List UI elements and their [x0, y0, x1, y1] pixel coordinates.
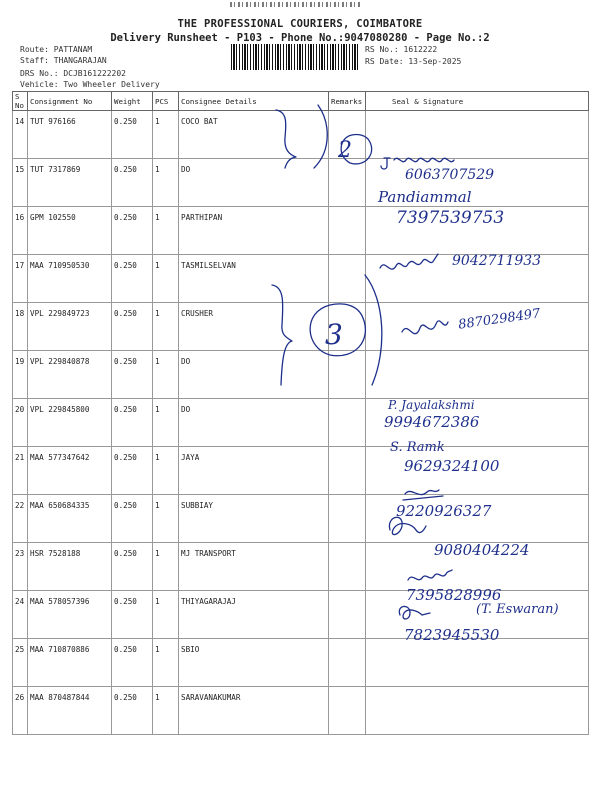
cell-weight: 0.250 [112, 447, 153, 495]
cell-consignee: DO [179, 159, 329, 207]
cell-pcs: 1 [153, 159, 179, 207]
cell-weight: 0.250 [112, 639, 153, 687]
table-row [13, 111, 589, 159]
cell-weight: 0.250 [112, 399, 153, 447]
sig25-phone: 7395828996 [406, 586, 502, 604]
cell-remarks [329, 591, 366, 639]
cell-consignment: VPL 229849723 [28, 303, 112, 351]
col-consignee-header: Consignee Details [179, 92, 329, 111]
cell-weight: 0.250 [112, 159, 153, 207]
route-label: Route: PATTANAM [20, 45, 93, 54]
cell-consignment: MAA 710950530 [28, 255, 112, 303]
rs-number: RS No.: 1612222 [365, 45, 438, 54]
cell-consignment: TUT 7317869 [28, 159, 112, 207]
company-title: THE PROFESSIONAL COURIERS, COIMBATORE [177, 18, 423, 30]
table-row [13, 639, 589, 687]
cell-consignment: VPL 229840878 [28, 351, 112, 399]
table-row [13, 159, 589, 207]
cell-consignee: SUBBIAY [179, 495, 329, 543]
cell-consignee: TASMILSELVAN [179, 255, 329, 303]
cell-pcs: 1 [153, 543, 179, 591]
cell-seal-signature [366, 111, 589, 159]
cell-consignment: GPM 102550 [28, 207, 112, 255]
cell-sno: 14 [13, 111, 28, 159]
cell-consignment: TUT 976166 [28, 111, 112, 159]
table-row [13, 447, 589, 495]
cell-consignment: VPL 229845800 [28, 399, 112, 447]
cell-weight: 0.250 [112, 591, 153, 639]
cell-pcs: 1 [153, 447, 179, 495]
rs-date: RS Date: 13-Sep-2025 [365, 57, 462, 66]
cell-sno: 26 [13, 687, 28, 735]
cell-seal-signature [366, 351, 589, 399]
cell-weight: 0.250 [112, 255, 153, 303]
cell-weight: 0.250 [112, 303, 153, 351]
cell-remarks [329, 447, 366, 495]
sig16-phone: 7397539753 [396, 208, 505, 228]
sig22-name: S. Ramk [390, 440, 445, 455]
cell-pcs: 1 [153, 303, 179, 351]
cell-remarks [329, 399, 366, 447]
cell-consignee: SARAVANAKUMAR [179, 687, 329, 735]
cell-sno: 15 [13, 159, 28, 207]
table-row [13, 687, 589, 735]
cell-consignment: HSR 7528188 [28, 543, 112, 591]
sig18-phone: 9042711933 [452, 253, 542, 269]
cell-sno: 16 [13, 207, 28, 255]
col-sno-header: S No [13, 92, 28, 111]
cell-weight: 0.250 [112, 351, 153, 399]
cell-sno: 24 [13, 591, 28, 639]
cell-consignment: MAA 577347642 [28, 447, 112, 495]
sig24-phone: 9080404224 [434, 541, 530, 559]
runsheet-title: Delivery Runsheet - P103 - Phone No.:9047080280 - Page No.:2 [110, 32, 490, 44]
cell-consignment: MAA 710870886 [28, 639, 112, 687]
cell-consignee: COCO BAT [179, 111, 329, 159]
table-row [13, 351, 589, 399]
col-consignment-header: Consignment No [28, 92, 112, 111]
cell-remarks [329, 159, 366, 207]
cell-weight: 0.250 [112, 207, 153, 255]
cell-consignee: DO [179, 351, 329, 399]
cell-sno: 21 [13, 447, 28, 495]
cell-consignment: MAA 578057396 [28, 591, 112, 639]
cell-sno: 19 [13, 351, 28, 399]
cell-sno: 22 [13, 495, 28, 543]
cell-weight: 0.250 [112, 687, 153, 735]
cell-pcs: 1 [153, 111, 179, 159]
col-pcs-header: PCS [153, 92, 179, 111]
barcode-icon [231, 44, 359, 70]
barcode-top-strip [230, 2, 362, 7]
cell-pcs: 1 [153, 687, 179, 735]
cell-pcs: 1 [153, 495, 179, 543]
sig22-phone: 9629324100 [404, 457, 500, 475]
cell-consignment: MAA 650684335 [28, 495, 112, 543]
cell-pcs: 1 [153, 399, 179, 447]
cell-weight: 0.250 [112, 111, 153, 159]
drs-number: DRS No.: DCJB161222202 [20, 69, 126, 78]
cell-consignee: DO [179, 399, 329, 447]
cell-pcs: 1 [153, 351, 179, 399]
runsheet-table [12, 91, 589, 735]
cell-consignee: THIYAGARAJAJ [179, 591, 329, 639]
col-remarks-header: Remarks [329, 92, 366, 111]
cell-consignee: CRUSHER [179, 303, 329, 351]
table-row [13, 495, 589, 543]
sig26-phone: 7823945530 [404, 626, 500, 644]
sig21-phone: 9994672386 [384, 413, 480, 431]
cell-consignment: MAA 870487844 [28, 687, 112, 735]
cell-pcs: 1 [153, 639, 179, 687]
cell-remarks [329, 207, 366, 255]
col-weight-header: Weight [112, 92, 153, 111]
cell-pcs: 1 [153, 207, 179, 255]
cell-consignee: SBIO [179, 639, 329, 687]
cell-remarks [329, 639, 366, 687]
sig26-name: (T. Eswaran) [476, 602, 559, 617]
group2-count: 3 [325, 318, 343, 351]
cell-sno: 17 [13, 255, 28, 303]
cell-remarks [329, 495, 366, 543]
cell-consignee: JAYA [179, 447, 329, 495]
cell-sno: 18 [13, 303, 28, 351]
vehicle-label: Vehicle: Two Wheeler Delivery [20, 80, 160, 89]
sig21-name: P. Jayalakshmi [388, 398, 475, 412]
cell-pcs: 1 [153, 591, 179, 639]
group1-count: 2 [338, 138, 352, 163]
cell-pcs: 1 [153, 255, 179, 303]
cell-weight: 0.250 [112, 495, 153, 543]
cell-consignee: PARTHIPAN [179, 207, 329, 255]
cell-remarks [329, 351, 366, 399]
sig23-phone: 9220926327 [396, 502, 492, 520]
cell-remarks [329, 687, 366, 735]
sig19-phone: 8870298497 [457, 306, 542, 333]
cell-seal-signature [366, 687, 589, 735]
cell-seal-signature [366, 639, 589, 687]
col-seal-header: Seal & Signature [366, 92, 589, 111]
sig15-phone: 6063707529 [405, 167, 495, 183]
cell-sno: 25 [13, 639, 28, 687]
cell-remarks [329, 543, 366, 591]
cell-remarks [329, 255, 366, 303]
staff-label: Staff: THANGARAJAN [20, 56, 107, 65]
cell-weight: 0.250 [112, 543, 153, 591]
cell-sno: 20 [13, 399, 28, 447]
cell-consignee: MJ TRANSPORT [179, 543, 329, 591]
cell-sno: 23 [13, 543, 28, 591]
table-header-row [13, 92, 589, 111]
table-row [13, 399, 589, 447]
sig16-name: Pandiammal [378, 188, 472, 206]
